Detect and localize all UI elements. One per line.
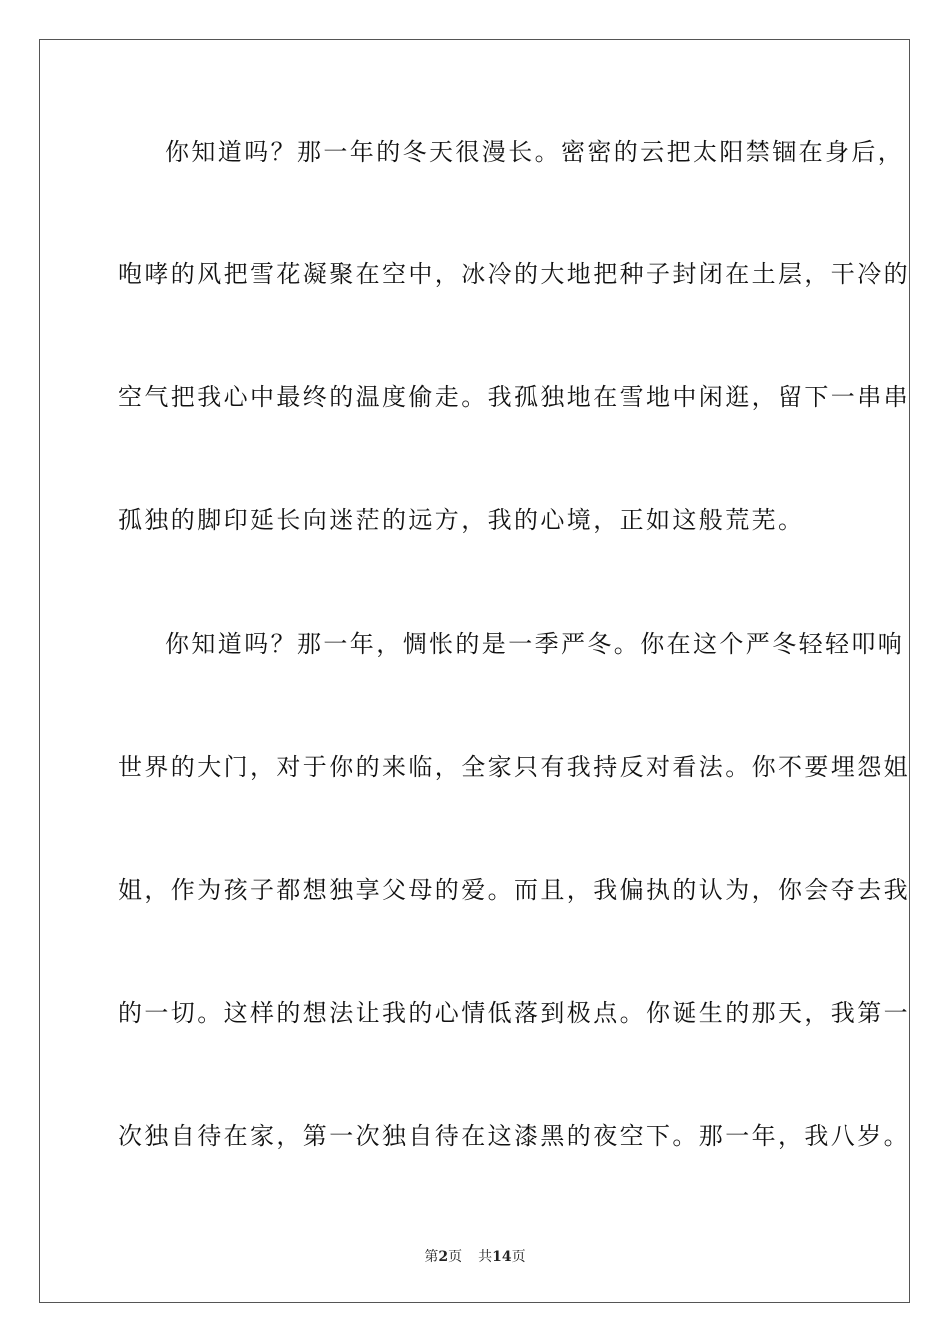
page-label-prefix: 第 [424,1249,439,1265]
paragraph-1-line-2: 咆哮的风把雪花凝聚在空中，冰冷的大地把种子封闭在土层，干冷的 [118,260,910,288]
current-page-number: 2 [438,1249,449,1265]
paragraph-1-line-1: 你知道吗？那一年的冬天很漫长。密密的云把太阳禁锢在身后， [165,138,905,166]
paragraph-1-line-4: 孤独的脚印延长向迷茫的远方，我的心境，正如这般荒芜。 [118,506,805,534]
paragraph-2-line-3: 姐，作为孩子都想独享父母的爱。而且，我偏执的认为，你会夺去我 [118,876,910,904]
paragraph-2-line-1: 你知道吗？那一年，惆怅的是一季严冬。你在这个严冬轻轻叩响 [165,630,905,658]
paragraph-1-line-3: 空气把我心中最终的温度偷走。我孤独地在雪地中闲逛，留下一串串 [118,383,910,411]
page-label-suffix: 页 [448,1249,463,1265]
page-border [39,39,910,1303]
paragraph-2-line-5: 次独自待在家，第一次独自待在这漆黑的夜空下。那一年，我八岁。 [118,1122,910,1150]
paragraph-2-line-2: 世界的大门，对于你的来临，全家只有我持反对看法。你不要埋怨姐 [118,753,910,781]
total-page-count: 14 [492,1249,512,1265]
total-label-suffix: 页 [511,1249,526,1265]
paragraph-2-line-4: 的一切。这样的想法让我的心情低落到极点。你诞生的那天，我第一 [118,999,910,1027]
total-label-prefix: 共 [478,1249,493,1265]
page-footer [0,1248,950,1266]
